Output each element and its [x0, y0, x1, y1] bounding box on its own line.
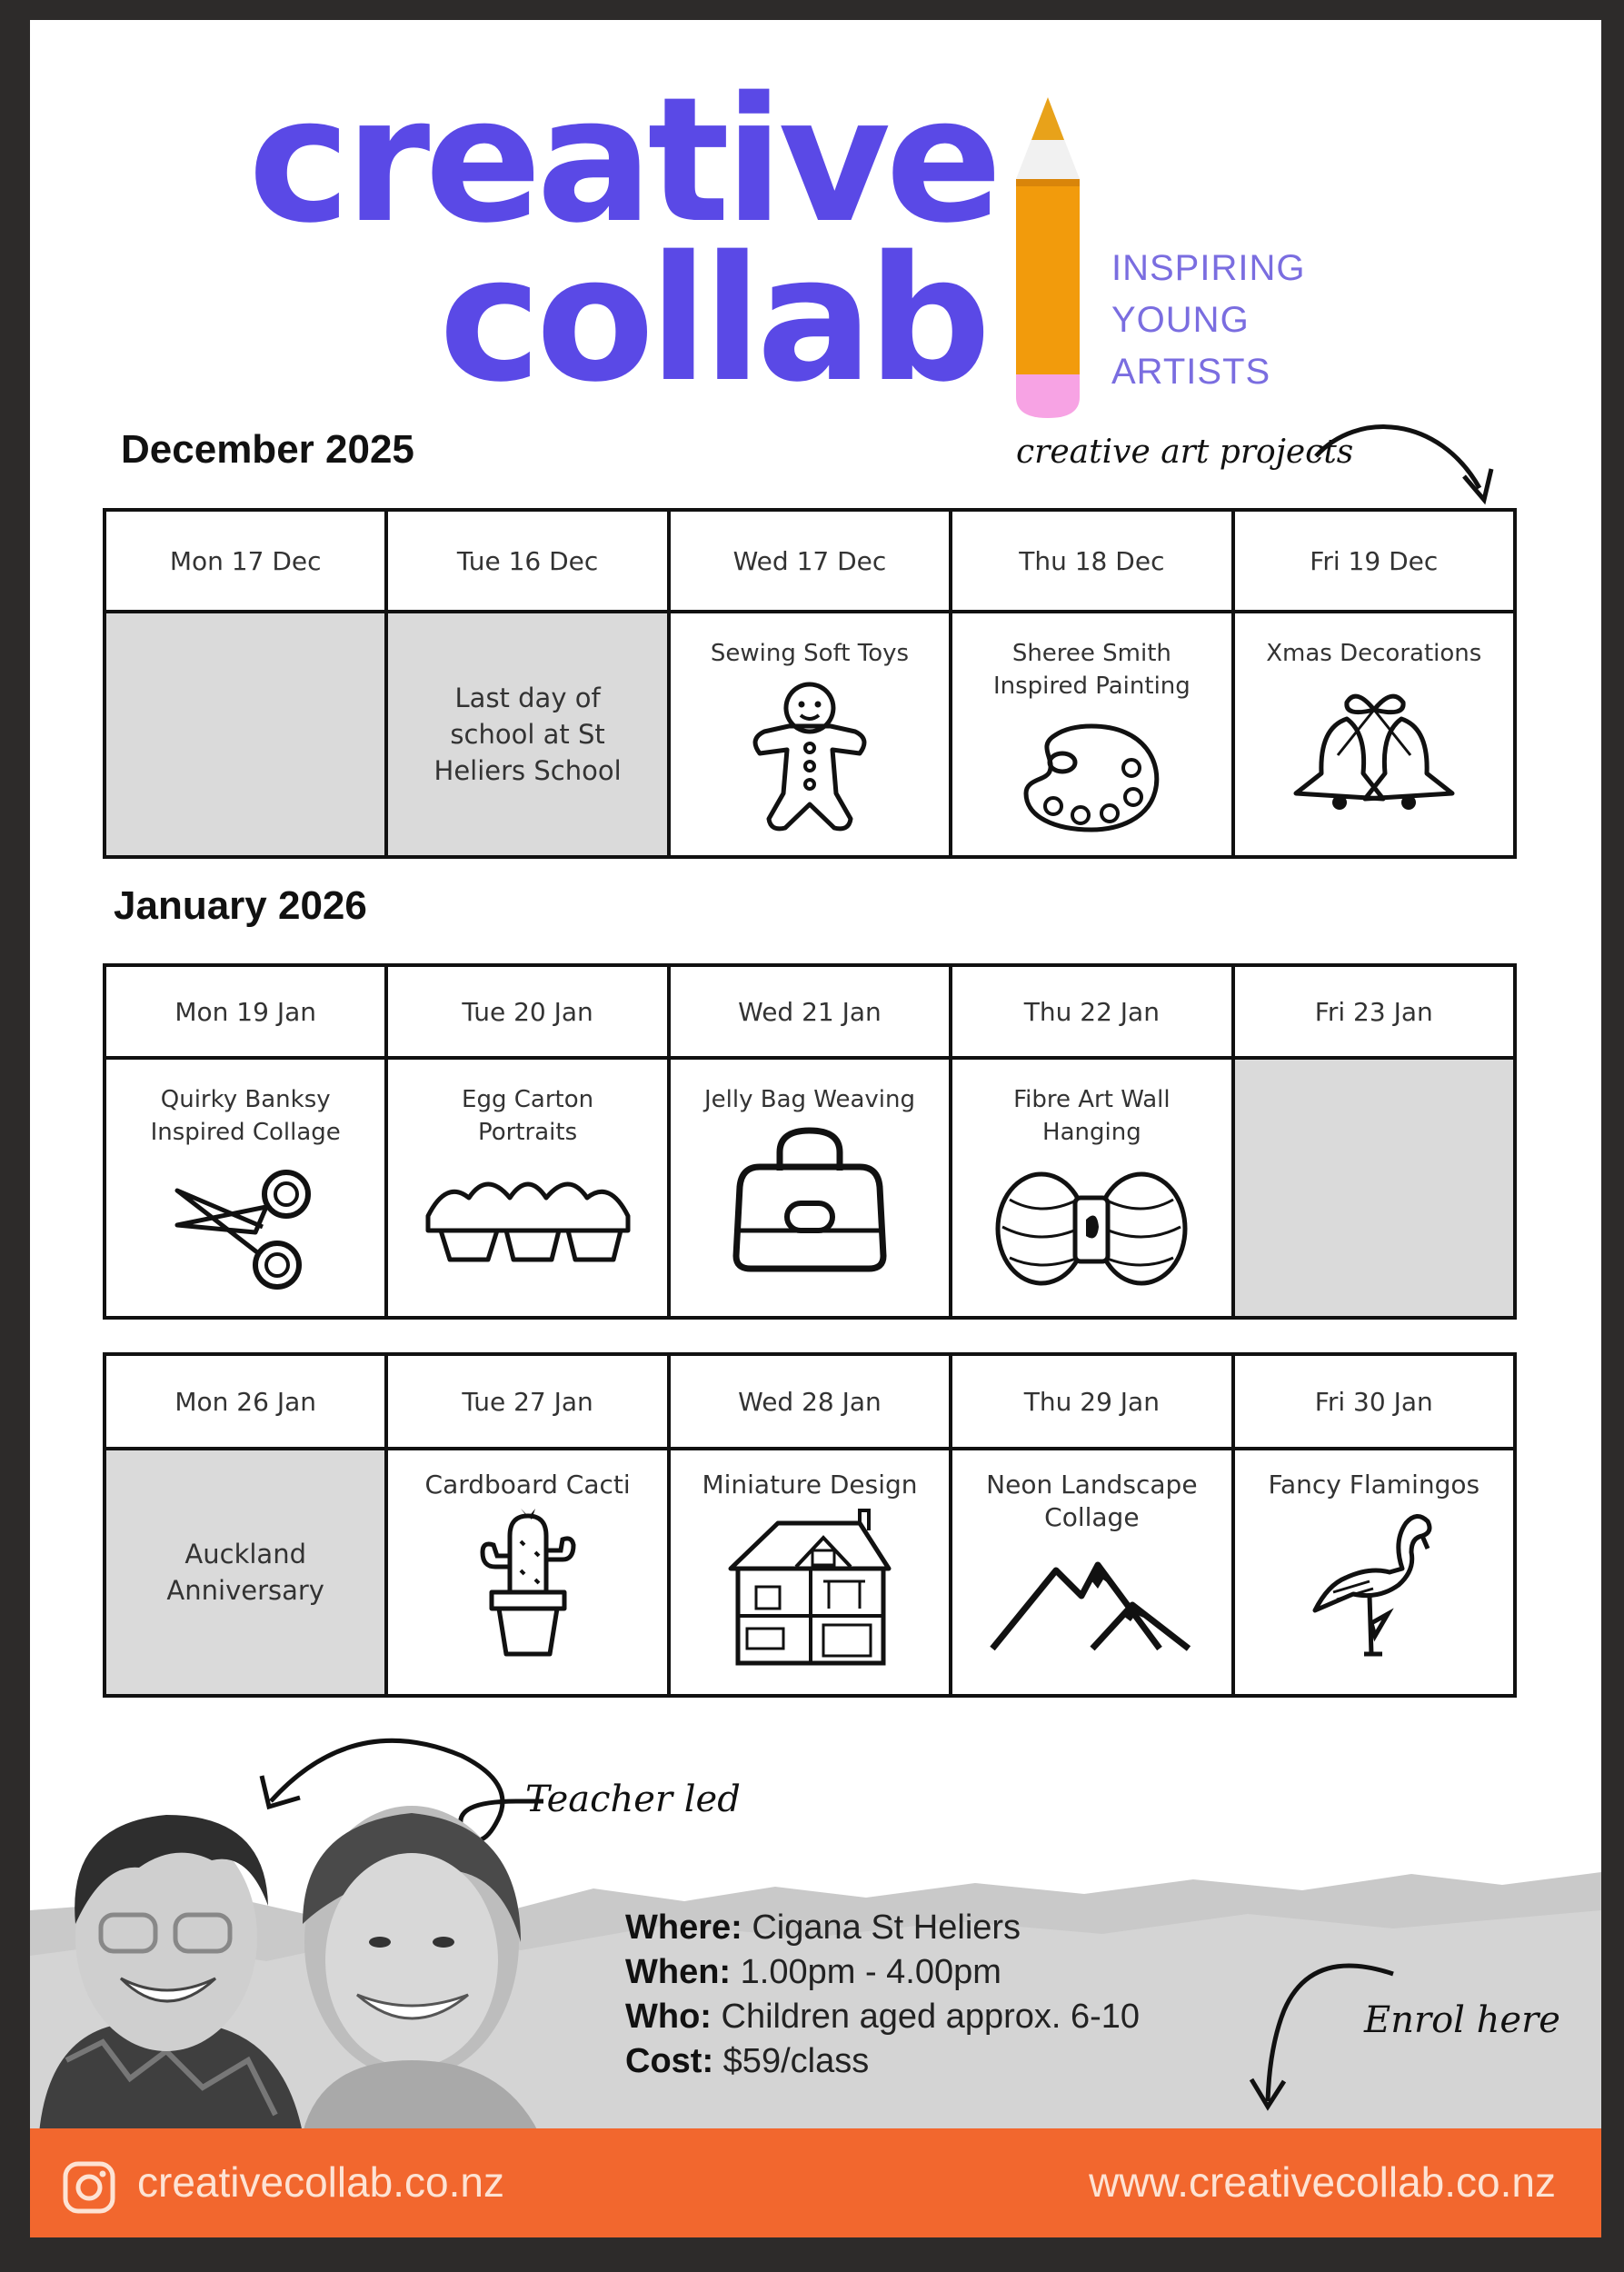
- logo-word-collab: collab: [439, 219, 986, 420]
- pencil-icon: [1002, 93, 1093, 420]
- calendar-cell: [951, 612, 1232, 857]
- activity-title: Neon Landscape Collage: [986, 1470, 1198, 1532]
- calendar-cell: [951, 1058, 1232, 1318]
- bag-icon: [723, 1123, 896, 1278]
- day-header: Wed 21 Jan: [669, 965, 951, 1058]
- detail-where: [625, 1906, 1140, 1950]
- logo-word-creative: creative: [248, 60, 998, 261]
- website-link[interactable]: www.creativecollab.co.nz: [1089, 2158, 1556, 2206]
- event-details: [625, 1906, 1140, 2084]
- cactus-icon: [464, 1505, 592, 1659]
- activity-title: Jelly Bag Weaving: [703, 1086, 915, 1113]
- tagline-line-2: YOUNG: [1111, 300, 1250, 340]
- calendar-cell: [951, 1449, 1232, 1696]
- calendar-cell: [1233, 1449, 1515, 1696]
- teachers-photo: [30, 1788, 548, 2133]
- detail-when: [625, 1950, 1140, 1995]
- calendar-cell: [386, 612, 668, 857]
- detail-label: Cost:: [625, 2042, 714, 2080]
- day-header: Wed 28 Jan: [669, 1354, 951, 1449]
- detail-label: When:: [625, 1953, 732, 1991]
- day-header: Thu 22 Jan: [951, 965, 1232, 1058]
- detail-cost: [625, 2039, 1140, 2084]
- day-header: Tue 16 Dec: [386, 510, 668, 612]
- yarn-icon: [991, 1163, 1191, 1290]
- empty-cell: [105, 612, 386, 857]
- january-week-2-calendar: [103, 1352, 1517, 1698]
- instagram-icon[interactable]: [62, 2160, 116, 2215]
- day-header: Tue 27 Jan: [386, 1354, 668, 1449]
- activity-title: Sewing Soft Toys: [710, 640, 910, 667]
- activity-title: Miniature Design: [702, 1470, 918, 1500]
- day-header: Thu 29 Jan: [951, 1354, 1232, 1449]
- day-header: Fri 19 Dec: [1233, 510, 1515, 612]
- january-title: January 2026: [114, 883, 367, 928]
- activity-title: Fancy Flamingos: [1268, 1470, 1480, 1500]
- detail-label: Who:: [625, 1998, 712, 2036]
- calendar-cell: [669, 1058, 951, 1318]
- enrol-here-note[interactable]: Enrol here: [1364, 1999, 1560, 2041]
- day-header: Wed 17 Dec: [669, 510, 951, 612]
- december-title: December 2025: [121, 427, 414, 472]
- day-header: Thu 18 Dec: [951, 510, 1232, 612]
- instagram-handle[interactable]: creativecollab.co.nz: [137, 2158, 504, 2206]
- flyer-page: [30, 20, 1601, 2237]
- tagline-line-1: INSPIRING: [1111, 248, 1306, 288]
- activity-title: Cardboard Cacti: [424, 1470, 631, 1500]
- day-header: Tue 20 Jan: [386, 965, 668, 1058]
- mountains-icon: [987, 1540, 1196, 1658]
- calendar-cell: [105, 1058, 386, 1318]
- activity-title: Egg Carton Portraits: [462, 1086, 594, 1146]
- gingerbread-icon: [742, 675, 878, 839]
- egg-carton-icon: [419, 1161, 637, 1271]
- activity-title: Sheree Smith Inspired Painting: [992, 640, 1191, 700]
- scissors-icon: [168, 1158, 323, 1294]
- day-header: Mon 17 Dec: [105, 510, 386, 612]
- flamingo-icon: [1306, 1505, 1442, 1659]
- calendar-cell: [386, 1058, 668, 1318]
- activity-title: Quirky Banksy Inspired Collage: [150, 1086, 341, 1146]
- teacher-led-note: Teacher led: [525, 1779, 741, 1820]
- calendar-cell: [669, 612, 951, 857]
- cell-note: Auckland Anniversary: [166, 1539, 324, 1606]
- tagline: [1111, 243, 1305, 398]
- creative-art-projects-note: creative art projects: [1016, 433, 1354, 471]
- day-header: Fri 30 Jan: [1233, 1354, 1515, 1449]
- december-calendar: [103, 508, 1517, 859]
- calendar-cell: [669, 1449, 951, 1696]
- cell-note: Last day of school at St Heliers School: [433, 683, 622, 786]
- detail-label: Where:: [625, 1908, 742, 1947]
- calendar-cell: [386, 1449, 668, 1696]
- activity-title: Xmas Decorations: [1266, 640, 1482, 667]
- calendar-cell: [105, 1449, 386, 1696]
- detail-value: Children aged approx. 6-10: [721, 1998, 1141, 2036]
- paint-palette-icon: [1019, 719, 1164, 837]
- detail-who: [625, 1995, 1140, 2039]
- tagline-line-3: ARTISTS: [1111, 352, 1271, 392]
- empty-cell: [1233, 1058, 1515, 1318]
- calendar-cell: [1233, 612, 1515, 857]
- day-header: Fri 23 Jan: [1233, 965, 1515, 1058]
- detail-value: 1.00pm - 4.00pm: [740, 1953, 1001, 1991]
- arrow-down-right-icon: [1302, 411, 1520, 511]
- christmas-bells-icon: [1283, 683, 1465, 819]
- dollhouse-icon: [723, 1505, 896, 1669]
- day-header: Mon 19 Jan: [105, 965, 386, 1058]
- detail-value: $59/class: [722, 2042, 870, 2080]
- footer-bar: [30, 2128, 1601, 2237]
- activity-title: Fibre Art Wall Hanging: [1013, 1086, 1171, 1146]
- detail-value: Cigana St Heliers: [752, 1908, 1021, 1947]
- day-header: Mon 26 Jan: [105, 1354, 386, 1449]
- january-week-1-calendar: [103, 963, 1517, 1320]
